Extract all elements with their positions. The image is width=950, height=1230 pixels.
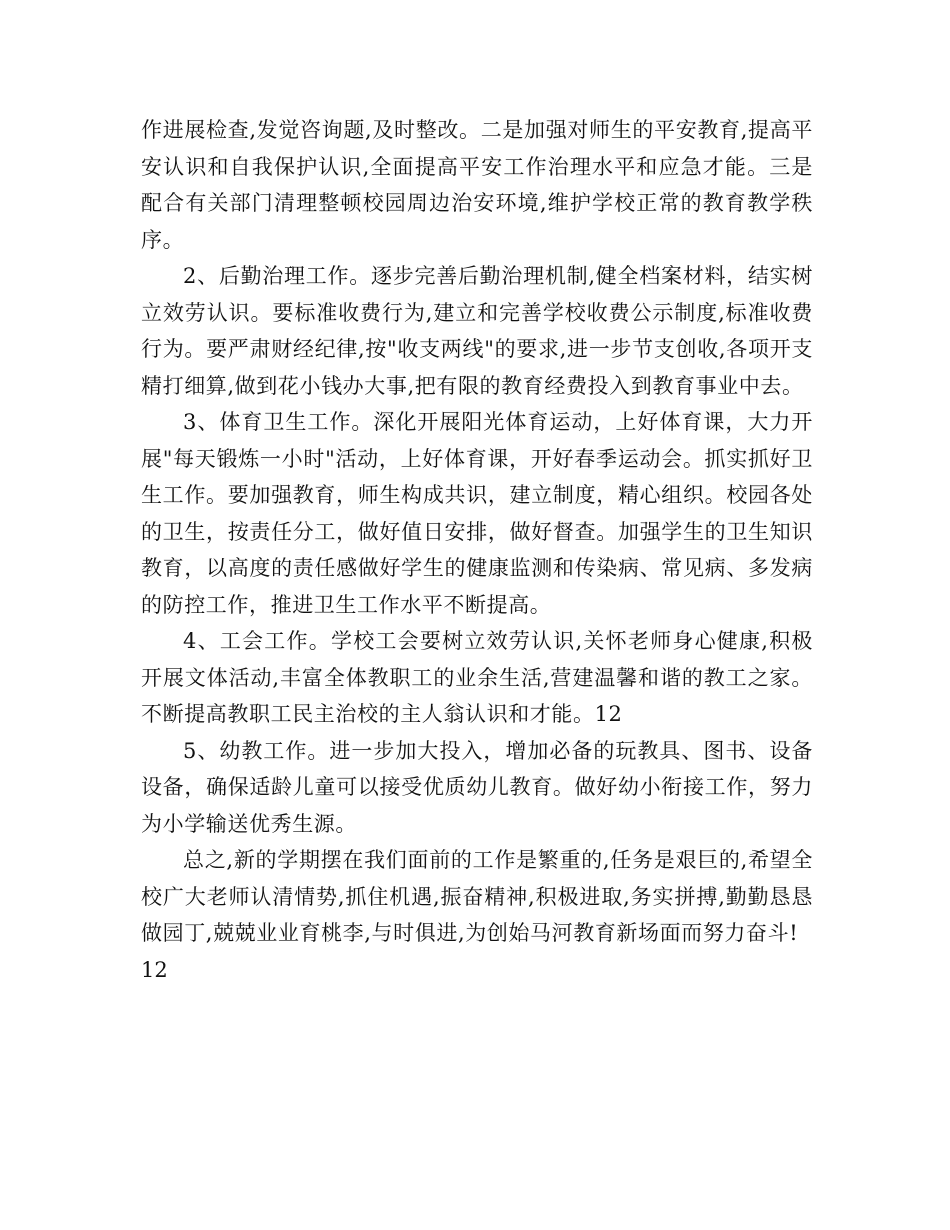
document-body bbox=[141, 112, 813, 988]
paragraph-logistics: 2、后勤治理工作。逐步完善后勤治理机制,健全档案材料，结实树立效劳认识。要标准收费行为,建立和完善学校收费公示制度,标准收费行为。要严肃财经纪律,按"收支两线"的要求,进一步节支创收,各项开支精打细算,做到花小钱办大事,把有限的教育经费投入到教育事业中去。 bbox=[141, 264, 813, 398]
paragraph-preschool: 5、幼教工作。进一步加大投入，增加必备的玩教具、图书、设备设备，确保适龄儿童可以接受优质幼儿教育。做好幼小衔接工作，努力为小学输送优秀生源。 bbox=[141, 738, 813, 836]
paragraph-conclusion: 总之,新的学期摆在我们面前的工作是繁重的,任务是艰巨的,希望全校广大老师认清情势,抓住机遇,振奋精神,积极进取,务实拼搏,勤勤恳恳做园丁,兢兢业业育桃李,与时俱进,为创始马河教育新场面而努力奋斗! bbox=[141, 848, 813, 945]
paragraph-safety-continued: 作进展检查,发觉咨询题,及时整改。二是加强对师生的平安教育,提高平安认识和自我保护认识,全面提高平安工作治理水平和应急才能。三是配合有关部门清理整顿校园周边治安环境,维护学校正常的教育教学秩序。 bbox=[141, 118, 813, 252]
paragraph-sports-health: 3、体育卫生工作。深化开展阳光体育运动，上好体育课，大力开展"每天锻炼一小时"活动，上好体育课，开好春季运动会。抓实抓好卫生工作。要加强教育，师生构成共识，建立制度，精心组织。校园各处的卫生，按责任分工，做好值日安排，做好督查。加强学生的卫生知识教育，以高度的责任感做好学生的健康监测和传染病、常见病、多发病的防控工作，推进卫生工作水平不断提高。 bbox=[141, 410, 813, 617]
paragraph-union: 4、工会工作。学校工会要树立效劳认识,关怀老师身心健康,积极开展文体活动,丰富全体教职工的业余生活,营建温馨和谐的教工之家。不断提高教职工民主治校的主人翁认识和才能。12 bbox=[141, 629, 813, 726]
page-number: 12 bbox=[141, 957, 168, 982]
